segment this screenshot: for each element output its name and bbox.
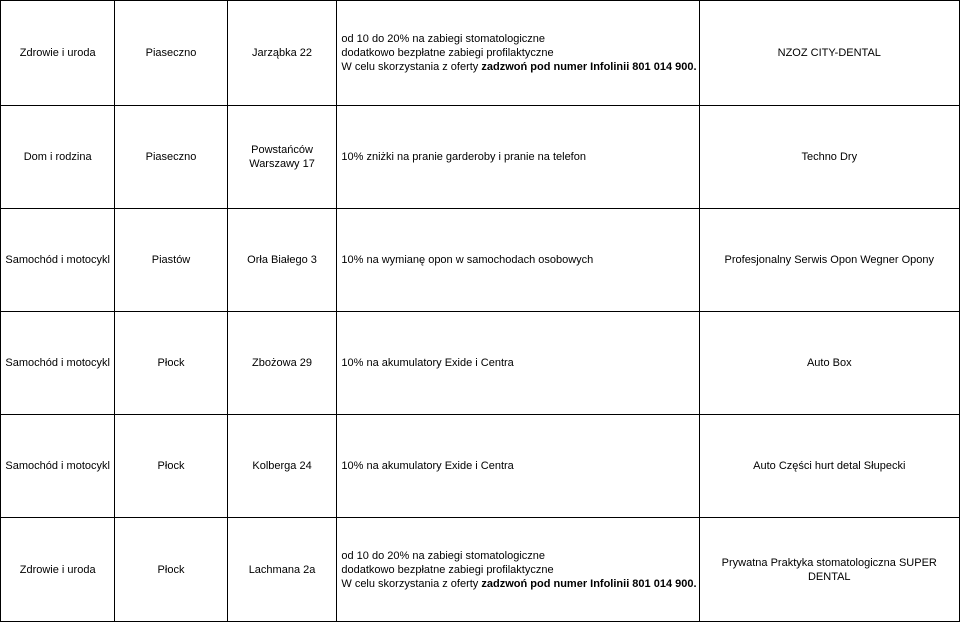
table-row [1, 518, 960, 622]
category-cell: Zdrowie i uroda [1, 518, 115, 622]
category-cell: Zdrowie i uroda [1, 1, 115, 106]
address-cell: Kolberga 24 [227, 415, 337, 518]
offer-cell: 10% na akumulatory Exide i Centra [337, 312, 699, 415]
offer-line-call [341, 60, 696, 74]
infoline-text: zadzwoń pod numer Infolinii 801 014 900. [481, 61, 697, 73]
offer-cell [337, 518, 699, 622]
address-cell: Jarząbka 22 [227, 1, 337, 106]
table-row [1, 1, 960, 106]
city-cell: Piaseczno [115, 106, 227, 209]
partner-cell: Auto Box [699, 312, 959, 415]
address-cell: Lachmana 2a [227, 518, 337, 622]
offer-line-call [341, 577, 696, 591]
partner-cell: Prywatna Praktyka stomatologiczna SUPER DENTAL [699, 518, 959, 622]
category-cell: Samochód i motocykl [1, 415, 115, 518]
category-cell: Samochód i motocykl [1, 312, 115, 415]
city-cell: Piaseczno [115, 1, 227, 106]
table-row [1, 106, 960, 209]
address-cell: Powstańców Warszawy 17 [227, 106, 337, 209]
offer-cell: 10% zniżki na pranie garderoby i pranie na telefon [337, 106, 699, 209]
offer-cell [337, 1, 699, 106]
offer-call-text: W celu skorzystania z oferty [341, 61, 482, 73]
address-cell: Orła Białego 3 [227, 209, 337, 312]
city-cell: Płock [115, 518, 227, 622]
offer-line: dodatkowo bezpłatne zabiegi profilaktyczne [341, 47, 554, 59]
offer-line: od 10 do 20% na zabiegi stomatologiczne [341, 549, 546, 562]
city-cell: Płock [115, 312, 227, 415]
partner-cell: Auto Części hurt detal Słupecki [699, 415, 959, 518]
category-cell: Dom i rodzina [1, 106, 115, 209]
table-row [1, 209, 960, 312]
partner-cell: Techno Dry [699, 106, 959, 209]
category-cell: Samochód i motocykl [1, 209, 115, 312]
partner-cell: NZOZ CITY-DENTAL [699, 1, 959, 106]
table-row [1, 312, 960, 415]
offer-line: dodatkowo bezpłatne zabiegi profilaktyczne [341, 563, 554, 576]
offer-cell: 10% na wymianę opon w samochodach osobowych [337, 209, 699, 312]
offer-cell: 10% na akumulatory Exide i Centra [337, 415, 699, 518]
offer-line: od 10 do 20% na zabiegi stomatologiczne [341, 33, 546, 45]
table-row [1, 415, 960, 518]
address-cell: Zbożowa 29 [227, 312, 337, 415]
city-cell: Płock [115, 415, 227, 518]
infoline-text: zadzwoń pod numer Infolinii 801 014 900. [481, 577, 697, 590]
city-cell: Piastów [115, 209, 227, 312]
partner-cell: Profesjonalny Serwis Opon Wegner Opony [699, 209, 959, 312]
offer-call-text: W celu skorzystania z oferty [341, 577, 482, 590]
